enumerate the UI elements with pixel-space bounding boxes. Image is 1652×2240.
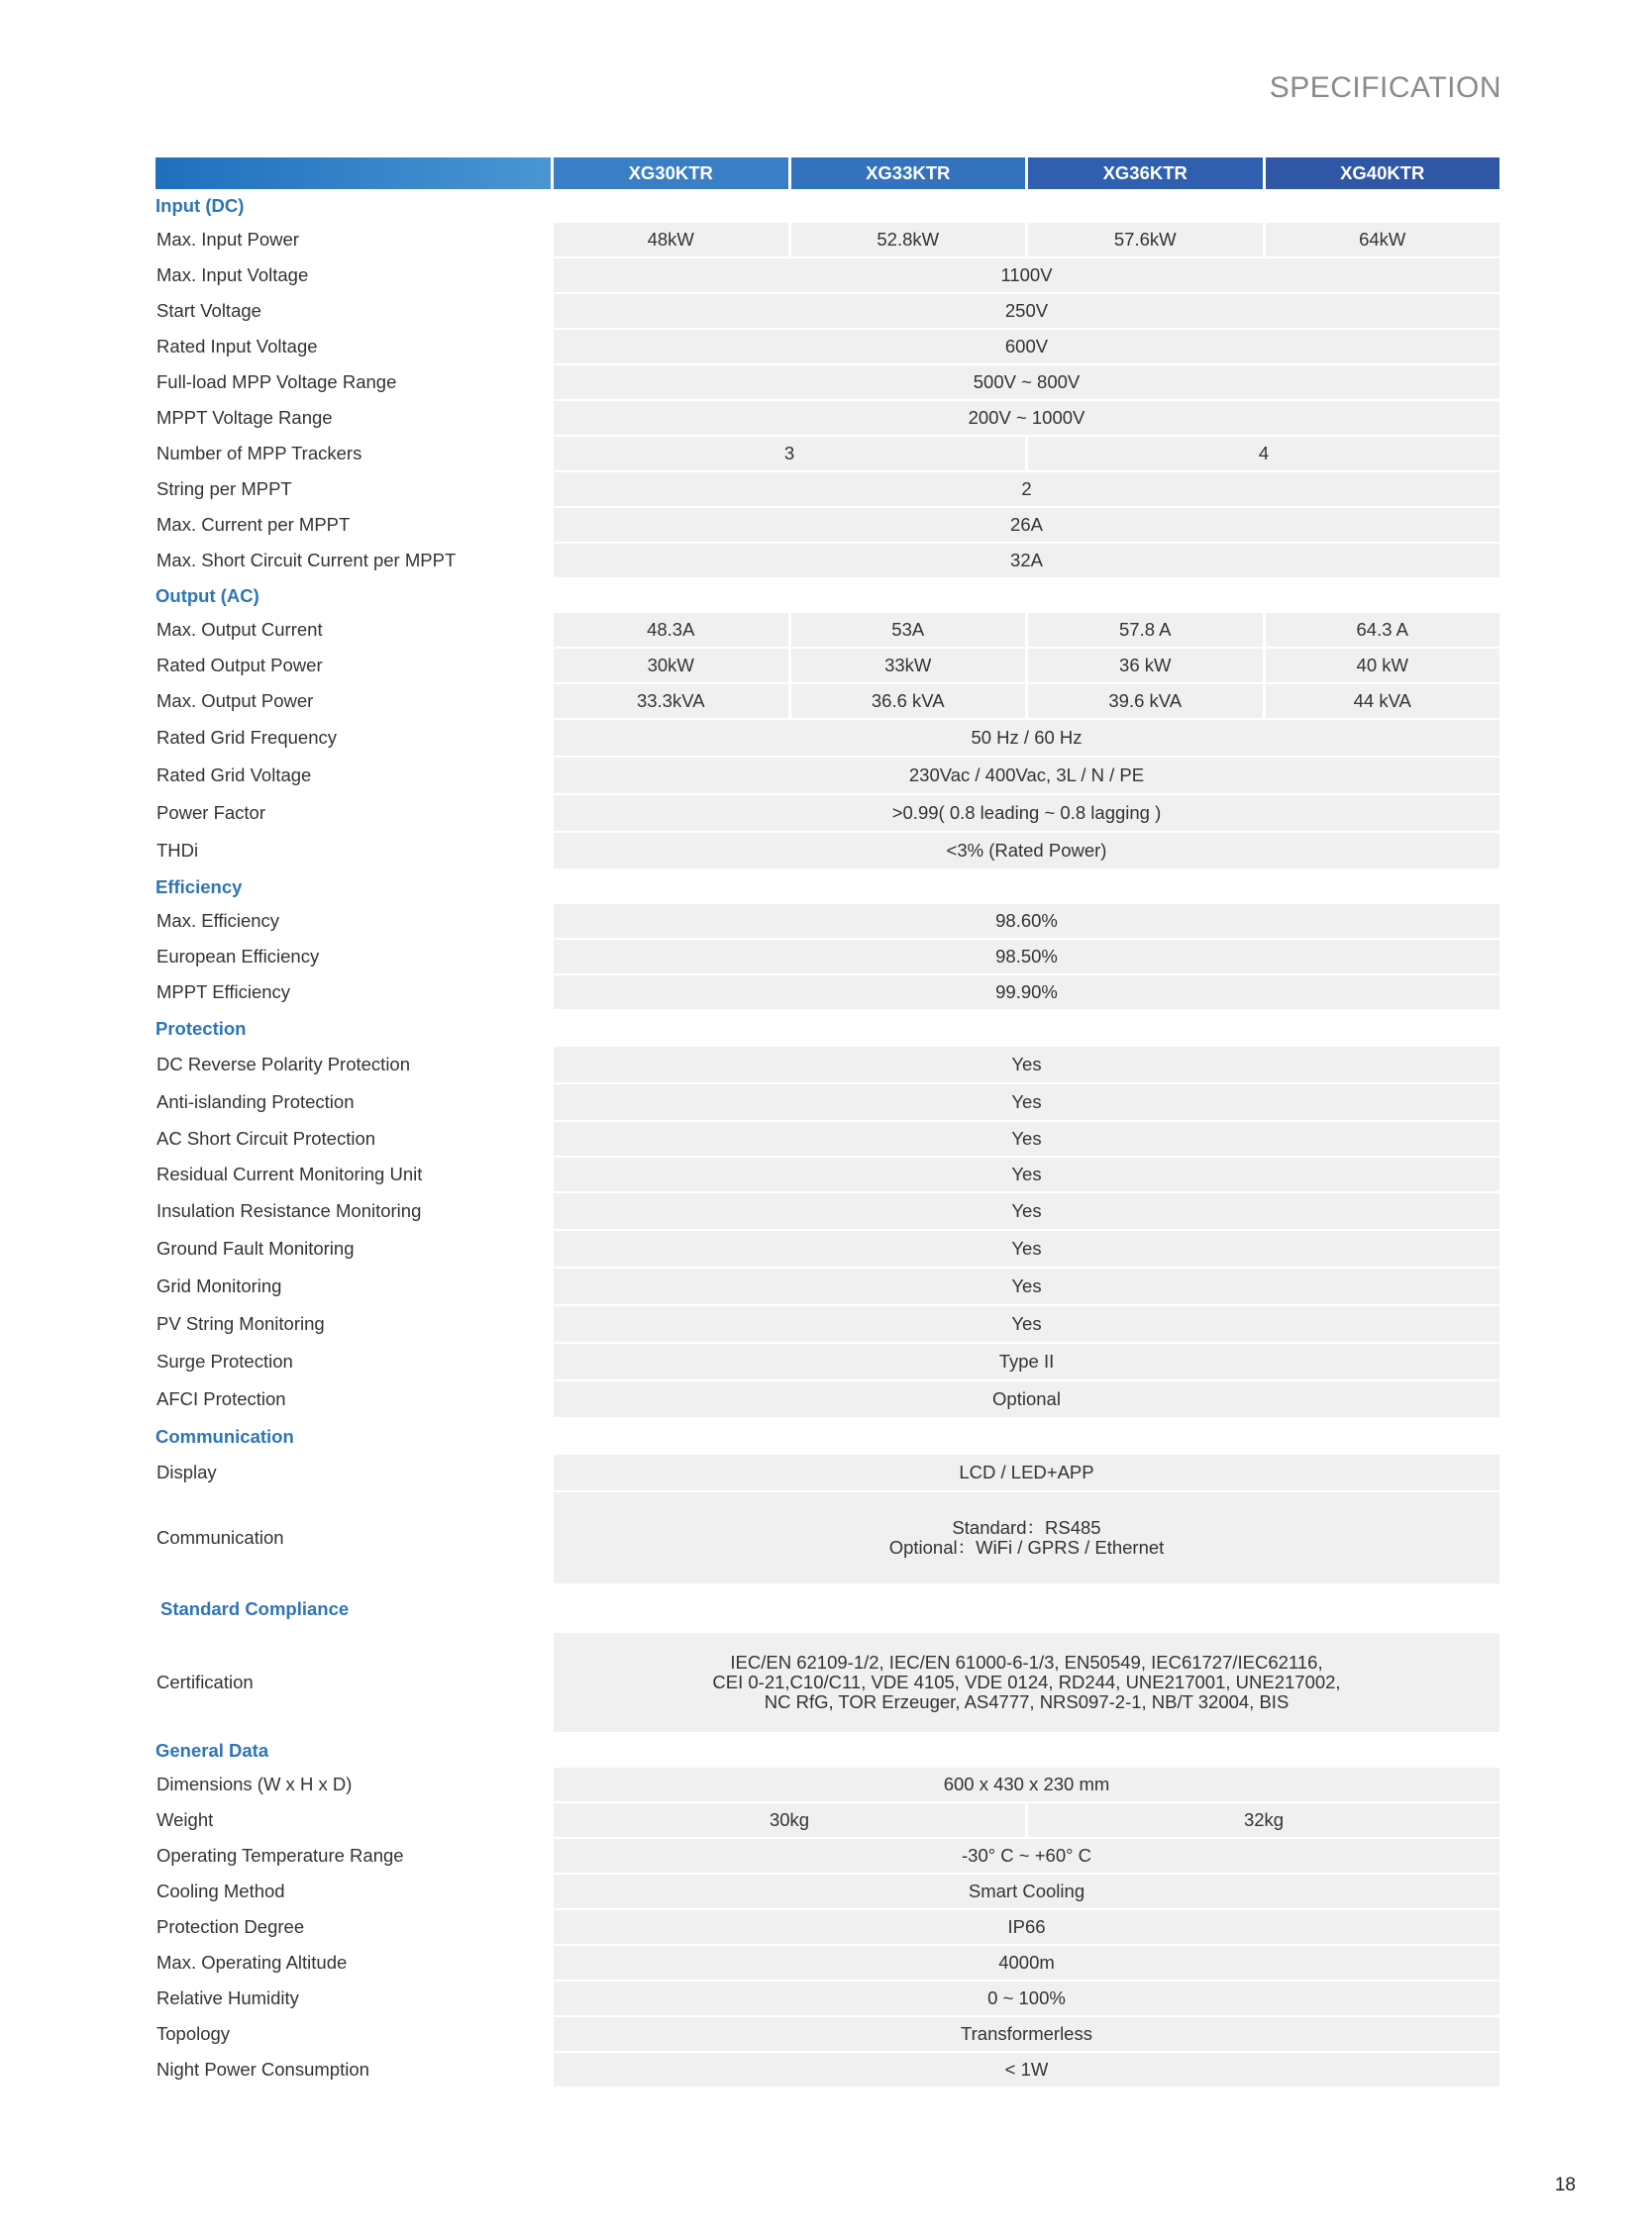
row-label: AC Short Circuit Protection (155, 1122, 551, 1158)
table-row (155, 437, 1499, 472)
table-row (155, 1768, 1499, 1803)
table-row (155, 649, 1499, 684)
row-value: 98.60% (551, 904, 1499, 940)
section-title: Input (DC) (155, 195, 245, 216)
row-value: 250V (551, 294, 1499, 330)
row-value: 99.90% (551, 975, 1499, 1011)
row-value: Yes (551, 1122, 1499, 1158)
row-value: 4 (1025, 437, 1499, 472)
row-value: 600 x 430 x 230 mm (551, 1768, 1499, 1803)
row-label: Max. Current per MPPT (155, 508, 551, 544)
row-value: <3% (Rated Power) (551, 833, 1499, 870)
row-label: PV String Monitoring (155, 1306, 551, 1344)
table-row (155, 1122, 1499, 1158)
row-value: 48.3A (551, 613, 788, 649)
table-row (155, 1455, 1499, 1492)
table-row (155, 795, 1499, 833)
row-value: 52.8kW (788, 223, 1026, 258)
table-row (155, 684, 1499, 720)
table-row (155, 1946, 1499, 1982)
specification-table (155, 157, 1499, 2088)
row-value: 3 (551, 437, 1025, 472)
value-line: CEI 0-21,C10/C11, VDE 4105, VDE 0124, RD244, UNE217001, UNE217002, (712, 1672, 1341, 1692)
table-row (155, 258, 1499, 294)
row-value (551, 1492, 1499, 1585)
row-value: Yes (551, 1158, 1499, 1193)
row-label: Full-load MPP Voltage Range (155, 365, 551, 401)
model-header-row (155, 157, 1499, 189)
row-label: Rated Grid Frequency (155, 720, 551, 758)
row-value: 57.8 A (1025, 613, 1263, 649)
row-value: Transformerless (551, 2017, 1499, 2053)
table-row (155, 223, 1499, 258)
table-row (155, 1047, 1499, 1084)
model-header-xg36ktr: XG36KTR (1025, 157, 1263, 189)
table-row (155, 720, 1499, 758)
row-label: Max. Short Circuit Current per MPPT (155, 544, 551, 579)
table-row (155, 1633, 1499, 1734)
row-value: 4000m (551, 1946, 1499, 1982)
row-label: Rated Grid Voltage (155, 758, 551, 795)
row-value: 57.6kW (1025, 223, 1263, 258)
table-row (155, 1910, 1499, 1946)
section-title: General Data (155, 1740, 269, 1761)
table-row (155, 1344, 1499, 1381)
row-label: Anti-islanding Protection (155, 1084, 551, 1122)
row-label: Max. Input Power (155, 223, 551, 258)
model-header-xg40ktr: XG40KTR (1263, 157, 1500, 189)
table-row (155, 1084, 1499, 1122)
table-row (155, 758, 1499, 795)
row-value: 200V ~ 1000V (551, 401, 1499, 437)
row-label: Grid Monitoring (155, 1269, 551, 1306)
row-value: 40 kW (1263, 649, 1500, 684)
row-label: Topology (155, 2017, 551, 2053)
table-row (155, 2017, 1499, 2053)
row-value: 26A (551, 508, 1499, 544)
row-value: < 1W (551, 2053, 1499, 2088)
table-row (155, 1875, 1499, 1910)
table-row (155, 294, 1499, 330)
value-line: Optional：WiFi / GPRS / Ethernet (888, 1537, 1165, 1558)
row-label: Relative Humidity (155, 1982, 551, 2017)
section-header-communication (155, 1419, 1499, 1455)
row-label: Max. Input Voltage (155, 258, 551, 294)
row-value: 2 (551, 472, 1499, 508)
table-row (155, 1803, 1499, 1839)
table-row (155, 544, 1499, 579)
row-value: 600V (551, 330, 1499, 365)
row-value: 64kW (1263, 223, 1500, 258)
row-value: 44 kVA (1263, 684, 1500, 720)
table-row (155, 1381, 1499, 1419)
row-label: MPPT Voltage Range (155, 401, 551, 437)
section-title: Output (AC) (155, 585, 259, 606)
row-value: 64.3 A (1263, 613, 1500, 649)
row-label: Operating Temperature Range (155, 1839, 551, 1875)
row-label: Rated Input Voltage (155, 330, 551, 365)
value-line: Standard：RS485 (952, 1517, 1101, 1538)
row-label: Night Power Consumption (155, 2053, 551, 2088)
section-title: Efficiency (155, 876, 243, 897)
row-label: Max. Output Power (155, 684, 551, 720)
table-row (155, 472, 1499, 508)
section-header-efficiency (155, 870, 1499, 904)
row-label: Power Factor (155, 795, 551, 833)
row-value: IP66 (551, 1910, 1499, 1946)
row-value: -30° C ~ +60° C (551, 1839, 1499, 1875)
row-value: 230Vac / 400Vac, 3L / N / PE (551, 758, 1499, 795)
table-row (155, 904, 1499, 940)
row-label: Surge Protection (155, 1344, 551, 1381)
row-label: AFCI Protection (155, 1381, 551, 1419)
section-header-general (155, 1734, 1499, 1768)
row-value: Yes (551, 1269, 1499, 1306)
section-header-compliance (155, 1585, 1499, 1633)
header-corner (155, 157, 551, 189)
section-title: Standard Compliance (160, 1598, 350, 1619)
row-value: LCD / LED+APP (551, 1455, 1499, 1492)
table-row (155, 2053, 1499, 2088)
row-label: Insulation Resistance Monitoring (155, 1193, 551, 1231)
row-label: Dimensions (W x H x D) (155, 1768, 551, 1803)
row-value: 36.6 kVA (788, 684, 1026, 720)
section-header-input (155, 189, 1499, 223)
row-label: Cooling Method (155, 1875, 551, 1910)
row-value: 50 Hz / 60 Hz (551, 720, 1499, 758)
table-row (155, 940, 1499, 975)
row-value: 32kg (1025, 1803, 1499, 1839)
section-header-protection (155, 1011, 1499, 1047)
row-label: Protection Degree (155, 1910, 551, 1946)
row-value: 48kW (551, 223, 788, 258)
row-label: DC Reverse Polarity Protection (155, 1047, 551, 1084)
row-label: European Efficiency (155, 940, 551, 975)
row-value: Smart Cooling (551, 1875, 1499, 1910)
row-value: 36 kW (1025, 649, 1263, 684)
table-row (155, 1982, 1499, 2017)
row-value: Yes (551, 1193, 1499, 1231)
table-row (155, 1193, 1499, 1231)
row-value: 32A (551, 544, 1499, 579)
row-label: Ground Fault Monitoring (155, 1231, 551, 1269)
row-label: Residual Current Monitoring Unit (155, 1158, 551, 1193)
value-line: IEC/EN 62109-1/2, IEC/EN 61000-6-1/3, EN50549, IEC61727/IEC62116, (730, 1652, 1323, 1673)
row-value: 30kW (551, 649, 788, 684)
table-row (155, 508, 1499, 544)
page-number: 18 (1554, 2175, 1576, 2195)
row-label: Certification (155, 1633, 551, 1734)
table-row (155, 1492, 1499, 1585)
row-value: Yes (551, 1231, 1499, 1269)
row-label: Number of MPP Trackers (155, 437, 551, 472)
row-value: 33kW (788, 649, 1026, 684)
table-row (155, 975, 1499, 1011)
model-header-xg30ktr: XG30KTR (551, 157, 788, 189)
row-value: Yes (551, 1306, 1499, 1344)
value-line: NC RfG, TOR Erzeuger, AS4777, NRS097-2-1, NB/T 32004, BIS (764, 1691, 1290, 1712)
row-value: 0 ~ 100% (551, 1982, 1499, 2017)
row-value: Optional (551, 1381, 1499, 1419)
row-value: >0.99( 0.8 leading ~ 0.8 lagging ) (551, 795, 1499, 833)
table-row (155, 1269, 1499, 1306)
row-value (551, 1633, 1499, 1734)
row-value: 500V ~ 800V (551, 365, 1499, 401)
section-title: Communication (155, 1426, 294, 1447)
row-value: Type II (551, 1344, 1499, 1381)
row-label: Max. Operating Altitude (155, 1946, 551, 1982)
row-label: String per MPPT (155, 472, 551, 508)
page-title: SPECIFICATION (1269, 71, 1501, 104)
table-row (155, 401, 1499, 437)
table-row (155, 613, 1499, 649)
row-value: Yes (551, 1084, 1499, 1122)
row-value: Yes (551, 1047, 1499, 1084)
row-label: THDi (155, 833, 551, 870)
row-label: Display (155, 1455, 551, 1492)
model-header-xg33ktr: XG33KTR (788, 157, 1026, 189)
row-value: 1100V (551, 258, 1499, 294)
row-label: Max. Efficiency (155, 904, 551, 940)
table-row (155, 1231, 1499, 1269)
row-value: 30kg (551, 1803, 1025, 1839)
row-label: Communication (155, 1492, 551, 1585)
row-value: 53A (788, 613, 1026, 649)
row-value: 33.3kVA (551, 684, 788, 720)
row-label: Max. Output Current (155, 613, 551, 649)
row-label: Rated Output Power (155, 649, 551, 684)
row-label: Weight (155, 1803, 551, 1839)
table-row (155, 833, 1499, 870)
table-row (155, 330, 1499, 365)
row-label: Start Voltage (155, 294, 551, 330)
table-row (155, 1158, 1499, 1193)
row-label: MPPT Efficiency (155, 975, 551, 1011)
section-header-output (155, 579, 1499, 613)
row-value: 39.6 kVA (1025, 684, 1263, 720)
table-row (155, 365, 1499, 401)
table-row (155, 1839, 1499, 1875)
section-title: Protection (155, 1018, 247, 1039)
table-row (155, 1306, 1499, 1344)
row-value: 98.50% (551, 940, 1499, 975)
